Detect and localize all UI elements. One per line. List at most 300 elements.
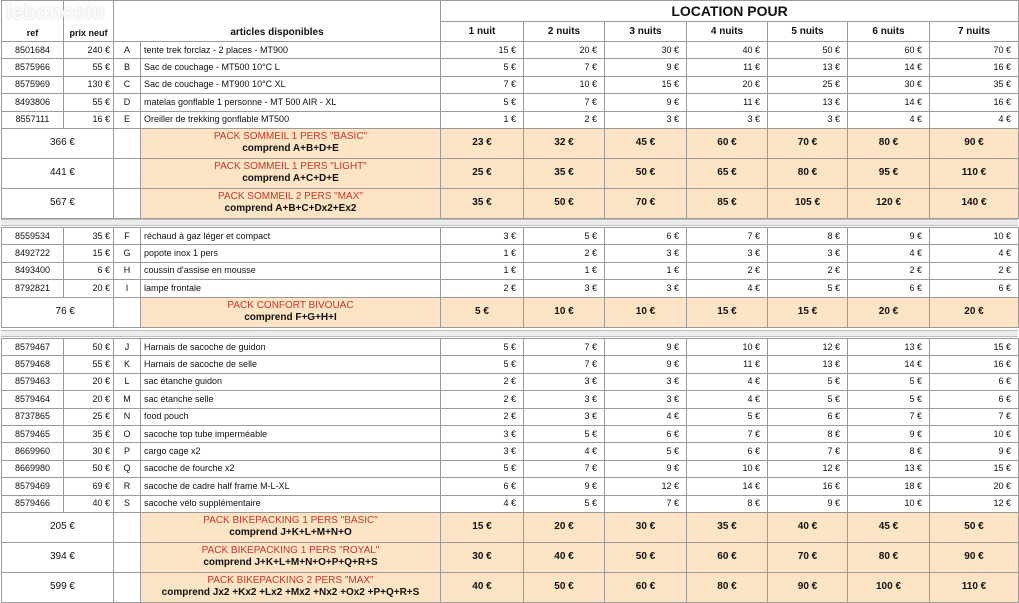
item-letter: H: [114, 262, 141, 279]
item-rate: 3 €: [524, 280, 605, 297]
pack-name: PACK CONFORT BIVOUAC: [227, 300, 354, 312]
item-rate: 14 €: [848, 356, 930, 373]
item-rate: 1 €: [441, 262, 524, 279]
pack-letter-cell: [114, 158, 141, 188]
item-ref: 8579463: [2, 373, 64, 390]
pack-label-cell: [141, 297, 441, 327]
pack-rate: 85 €: [687, 188, 768, 218]
pack-letter-cell: [114, 128, 141, 158]
item-rate: 15 €: [930, 339, 1019, 356]
item-rate: 7 €: [687, 228, 768, 245]
item-rate: 10 €: [524, 76, 605, 93]
pack-rate: 60 €: [605, 572, 687, 602]
item-rate: 4 €: [848, 245, 930, 262]
item-rate: 4 €: [930, 245, 1019, 262]
pack-row: [2, 512, 1019, 542]
item-rate: 6 €: [848, 280, 930, 297]
item-rate: 4 €: [605, 408, 687, 425]
pack-price: 366 €: [2, 128, 114, 158]
pack-rate: 35 €: [687, 512, 768, 542]
pack-rate: 45 €: [605, 128, 687, 158]
item-name: popote inox 1 pers: [141, 245, 441, 262]
item-name: réchaud à gaz léger et compact: [141, 228, 441, 245]
pack-rate: 90 €: [768, 572, 848, 602]
item-new-price: 55 €: [64, 94, 114, 111]
item-rate: 30 €: [605, 42, 687, 59]
item-rate: 8 €: [768, 228, 848, 245]
item-rate: 13 €: [848, 339, 930, 356]
item-letter: D: [114, 94, 141, 111]
item-rate: 8 €: [687, 495, 768, 512]
item-rate: 7 €: [524, 460, 605, 477]
item-rate: 13 €: [768, 94, 848, 111]
item-ref: 8579468: [2, 356, 64, 373]
table-row: [2, 228, 1019, 245]
pack-rate: 40 €: [441, 572, 524, 602]
item-rate: 60 €: [848, 42, 930, 59]
item-rate: 9 €: [848, 228, 930, 245]
item-rate: 18 €: [848, 478, 930, 495]
item-ref: 8493806: [2, 94, 64, 111]
item-rate: 30 €: [848, 76, 930, 93]
item-rate: 15 €: [930, 460, 1019, 477]
pack-rate: 40 €: [524, 542, 605, 572]
pack-rate: 30 €: [605, 512, 687, 542]
item-rate: 3 €: [687, 245, 768, 262]
item-name: sacoche top tube imperméable: [141, 425, 441, 442]
item-rate: 5 €: [687, 408, 768, 425]
item-new-price: 25 €: [64, 408, 114, 425]
pack-name: PACK SOMMEIL 1 PERS "BASIC": [213, 131, 368, 143]
item-rate: 5 €: [441, 356, 524, 373]
header-ref: ref: [2, 1, 64, 42]
item-letter: M: [114, 391, 141, 408]
item-ref: 8557111: [2, 111, 64, 128]
item-rate: 9 €: [768, 495, 848, 512]
pack-rate: 35 €: [524, 158, 605, 188]
item-new-price: 130 €: [64, 76, 114, 93]
item-rate: 70 €: [930, 42, 1019, 59]
item-rate: 3 €: [605, 245, 687, 262]
pack-rate: 50 €: [605, 158, 687, 188]
item-letter: C: [114, 76, 141, 93]
item-rate: 14 €: [848, 59, 930, 76]
item-rate: 7 €: [524, 94, 605, 111]
pack-rate: 105 €: [768, 188, 848, 218]
item-ref: 8501684: [2, 42, 64, 59]
item-rate: 5 €: [768, 391, 848, 408]
item-rate: 5 €: [441, 94, 524, 111]
table-row: [2, 391, 1019, 408]
item-rate: 6 €: [930, 280, 1019, 297]
item-name: Harnais de sacoche de guidon: [141, 339, 441, 356]
pack-label-cell: [141, 512, 441, 542]
section-separator: [1, 330, 1018, 337]
item-rate: 12 €: [768, 460, 848, 477]
item-rate: 16 €: [930, 356, 1019, 373]
pack-rate: 20 €: [524, 512, 605, 542]
item-letter: F: [114, 228, 141, 245]
pack-price: 76 €: [2, 297, 114, 327]
item-rate: 5 €: [524, 495, 605, 512]
item-ref: 8493400: [2, 262, 64, 279]
item-rate: 2 €: [768, 262, 848, 279]
item-new-price: 30 €: [64, 443, 114, 460]
watermark-logo: leboncoin: [6, 2, 105, 24]
pack-contents: comprend Jx2 +Kx2 +Lx2 +Mx2 +Nx2 +Ox2 +P+Q+R+S: [161, 587, 420, 599]
section-sleep-table: [1, 41, 1019, 219]
item-name: Sac de couchage - MT900 10°C XL: [141, 76, 441, 93]
pack-name: PACK BIKEPACKING 1 PERS "BASIC": [203, 515, 378, 527]
item-new-price: 50 €: [64, 339, 114, 356]
pack-price: 567 €: [2, 188, 114, 218]
pack-rate: 70 €: [768, 128, 848, 158]
item-rate: 2 €: [524, 245, 605, 262]
item-rate: 9 €: [605, 59, 687, 76]
table-row: [2, 339, 1019, 356]
item-letter: G: [114, 245, 141, 262]
pack-price: 441 €: [2, 158, 114, 188]
item-new-price: 20 €: [64, 280, 114, 297]
pack-rate: 80 €: [768, 158, 848, 188]
pack-row: [2, 297, 1019, 327]
item-rate: 6 €: [930, 373, 1019, 390]
item-rate: 2 €: [441, 373, 524, 390]
item-new-price: 55 €: [64, 59, 114, 76]
item-rate: 2 €: [524, 111, 605, 128]
item-ref: 8575966: [2, 59, 64, 76]
item-name: matelas gonflable 1 personne - MT 500 AIR - XL: [141, 94, 441, 111]
item-rate: 10 €: [848, 495, 930, 512]
item-rate: 2 €: [441, 391, 524, 408]
item-ref: 8579465: [2, 425, 64, 442]
header-nights-2: 2 nuits: [524, 22, 605, 42]
item-letter: A: [114, 42, 141, 59]
pack-rate: 90 €: [930, 128, 1019, 158]
item-new-price: 55 €: [64, 356, 114, 373]
table-row: [2, 425, 1019, 442]
item-rate: 20 €: [524, 42, 605, 59]
item-letter: P: [114, 443, 141, 460]
item-new-price: 69 €: [64, 478, 114, 495]
item-rate: 2 €: [441, 280, 524, 297]
table-row: [2, 460, 1019, 477]
item-rate: 13 €: [848, 460, 930, 477]
pack-letter-cell: [114, 512, 141, 542]
pack-row: [2, 542, 1019, 572]
pack-letter-cell: [114, 188, 141, 218]
item-rate: 4 €: [687, 280, 768, 297]
item-rate: 5 €: [524, 425, 605, 442]
pack-rate: 60 €: [687, 128, 768, 158]
item-rate: 3 €: [524, 373, 605, 390]
pack-rate: 50 €: [524, 572, 605, 602]
pack-rate: 25 €: [441, 158, 524, 188]
item-new-price: 16 €: [64, 111, 114, 128]
header-articles: articles disponibles: [114, 1, 441, 42]
item-rate: 1 €: [605, 262, 687, 279]
item-rate: 3 €: [605, 373, 687, 390]
item-ref: 8559534: [2, 228, 64, 245]
pack-rate: 10 €: [605, 297, 687, 327]
pack-contents: comprend J+K+L+M+N+O: [229, 527, 352, 539]
table-row: [2, 42, 1019, 59]
section-bikepacking-table: [1, 338, 1019, 603]
item-rate: 7 €: [930, 408, 1019, 425]
item-rate: 13 €: [768, 356, 848, 373]
item-ref: 8579466: [2, 495, 64, 512]
item-rate: 6 €: [605, 425, 687, 442]
pack-price: 394 €: [2, 542, 114, 572]
item-new-price: 6 €: [64, 262, 114, 279]
item-rate: 7 €: [524, 356, 605, 373]
table-row: [2, 280, 1019, 297]
item-rate: 10 €: [930, 228, 1019, 245]
item-rate: 5 €: [848, 373, 930, 390]
pack-label-cell: [141, 572, 441, 602]
pack-contents: comprend A+B+D+E: [242, 143, 339, 155]
item-rate: 9 €: [524, 478, 605, 495]
pack-contents: comprend A+C+D+E: [242, 173, 339, 185]
pack-price: 599 €: [2, 572, 114, 602]
pack-rate: 45 €: [848, 512, 930, 542]
item-rate: 7 €: [848, 408, 930, 425]
item-rate: 9 €: [605, 94, 687, 111]
item-rate: 14 €: [848, 94, 930, 111]
pack-row: [2, 128, 1019, 158]
item-letter: K: [114, 356, 141, 373]
item-rate: 6 €: [441, 478, 524, 495]
item-ref: 8669960: [2, 443, 64, 460]
pack-row: [2, 188, 1019, 218]
pack-rate: 80 €: [848, 128, 930, 158]
item-rate: 10 €: [687, 339, 768, 356]
table-row: [2, 373, 1019, 390]
pack-rate: 20 €: [848, 297, 930, 327]
item-name: sacoche de cadre half frame M-L-XL: [141, 478, 441, 495]
pack-rate: 15 €: [768, 297, 848, 327]
item-rate: 12 €: [605, 478, 687, 495]
header-nights-7: 7 nuits: [930, 22, 1019, 42]
header-price: prix neuf: [64, 1, 114, 42]
item-name: Harnais de sacoche de selle: [141, 356, 441, 373]
item-letter: S: [114, 495, 141, 512]
pack-label-cell: [141, 188, 441, 218]
item-rate: 16 €: [930, 94, 1019, 111]
item-rate: 2 €: [848, 262, 930, 279]
item-name: tente trek forclaz - 2 places - MT900: [141, 42, 441, 59]
item-rate: 3 €: [605, 111, 687, 128]
header-nights-4: 4 nuits: [687, 22, 768, 42]
item-letter: I: [114, 280, 141, 297]
pack-label-cell: [141, 542, 441, 572]
item-name: food pouch: [141, 408, 441, 425]
item-ref: 8579467: [2, 339, 64, 356]
pack-rate: 40 €: [768, 512, 848, 542]
pack-letter-cell: [114, 572, 141, 602]
item-rate: 9 €: [848, 425, 930, 442]
item-rate: 7 €: [768, 443, 848, 460]
pack-rate: 110 €: [930, 572, 1019, 602]
header-nights-6: 6 nuits: [848, 22, 930, 42]
item-letter: N: [114, 408, 141, 425]
item-name: cargo cage x2: [141, 443, 441, 460]
item-ref: 8579469: [2, 478, 64, 495]
pack-rate: 30 €: [441, 542, 524, 572]
item-rate: 5 €: [768, 373, 848, 390]
item-rate: 4 €: [930, 111, 1019, 128]
item-rate: 3 €: [605, 391, 687, 408]
table-row: [2, 495, 1019, 512]
item-rate: 11 €: [687, 94, 768, 111]
item-rate: 50 €: [768, 42, 848, 59]
item-rate: 9 €: [605, 460, 687, 477]
pack-rate: 20 €: [930, 297, 1019, 327]
item-letter: L: [114, 373, 141, 390]
item-rate: 10 €: [687, 460, 768, 477]
pack-rate: 50 €: [605, 542, 687, 572]
item-letter: B: [114, 59, 141, 76]
item-rate: 6 €: [605, 228, 687, 245]
table-row: [2, 356, 1019, 373]
item-name: Sac de couchage - MT500 10°C L: [141, 59, 441, 76]
item-letter: J: [114, 339, 141, 356]
item-rate: 6 €: [768, 408, 848, 425]
item-rate: 12 €: [930, 495, 1019, 512]
item-ref: 8792821: [2, 280, 64, 297]
item-rate: 3 €: [441, 443, 524, 460]
item-rate: 10 €: [930, 425, 1019, 442]
item-rate: 11 €: [687, 59, 768, 76]
item-letter: E: [114, 111, 141, 128]
pack-rate: 15 €: [441, 512, 524, 542]
item-rate: 5 €: [441, 59, 524, 76]
pack-name: PACK BIKEPACKING 2 PERS "MAX": [207, 575, 374, 587]
item-rate: 5 €: [848, 391, 930, 408]
pack-rate: 65 €: [687, 158, 768, 188]
pack-rate: 32 €: [524, 128, 605, 158]
pack-rate: 50 €: [930, 512, 1019, 542]
table-row: [2, 443, 1019, 460]
pack-rate: 10 €: [524, 297, 605, 327]
pack-row: [2, 572, 1019, 602]
item-rate: 8 €: [848, 443, 930, 460]
pack-rate: 50 €: [524, 188, 605, 218]
location-title: LOCATION POUR: [441, 1, 1019, 22]
item-new-price: 240 €: [64, 42, 114, 59]
table-row: [2, 59, 1019, 76]
pack-rate: 110 €: [930, 158, 1019, 188]
table-row: [2, 262, 1019, 279]
item-rate: 6 €: [930, 391, 1019, 408]
item-name: sac étanche guidon: [141, 373, 441, 390]
item-rate: 3 €: [441, 228, 524, 245]
pack-contents: comprend J+K+L+M+N+O+P+Q+R+S: [203, 557, 378, 569]
item-rate: 5 €: [605, 443, 687, 460]
item-rate: 4 €: [687, 391, 768, 408]
table-row: [2, 478, 1019, 495]
item-name: sac étanche selle: [141, 391, 441, 408]
pack-rate: 5 €: [441, 297, 524, 327]
item-name: sacoche vélo supplémentaire: [141, 495, 441, 512]
item-rate: 15 €: [605, 76, 687, 93]
item-rate: 3 €: [605, 280, 687, 297]
item-name: coussin d'assise en mousse: [141, 262, 441, 279]
item-rate: 20 €: [930, 478, 1019, 495]
item-rate: 11 €: [687, 356, 768, 373]
table-row: [2, 245, 1019, 262]
item-ref: 8575969: [2, 76, 64, 93]
item-rate: 5 €: [524, 228, 605, 245]
item-rate: 40 €: [687, 42, 768, 59]
pack-rate: 90 €: [930, 542, 1019, 572]
pack-rate: 80 €: [687, 572, 768, 602]
item-new-price: 40 €: [64, 495, 114, 512]
item-rate: 4 €: [524, 443, 605, 460]
item-ref: 8492722: [2, 245, 64, 262]
item-rate: 7 €: [441, 76, 524, 93]
item-rate: 1 €: [441, 245, 524, 262]
item-rate: 7 €: [605, 495, 687, 512]
item-name: lampe frontale: [141, 280, 441, 297]
item-rate: 9 €: [605, 339, 687, 356]
pack-contents: comprend F+G+H+I: [244, 312, 337, 324]
pack-letter-cell: [114, 297, 141, 327]
item-letter: R: [114, 478, 141, 495]
item-rate: 3 €: [768, 111, 848, 128]
table-row: [2, 111, 1019, 128]
item-rate: 1 €: [441, 111, 524, 128]
pack-rate: 100 €: [848, 572, 930, 602]
item-rate: 2 €: [687, 262, 768, 279]
item-rate: 3 €: [524, 408, 605, 425]
item-new-price: 20 €: [64, 391, 114, 408]
item-rate: 7 €: [687, 425, 768, 442]
pack-rate: 140 €: [930, 188, 1019, 218]
item-rate: 15 €: [441, 42, 524, 59]
item-rate: 13 €: [768, 59, 848, 76]
table-row: [2, 76, 1019, 93]
item-rate: 9 €: [930, 443, 1019, 460]
item-ref: 8669980: [2, 460, 64, 477]
table-row: [2, 408, 1019, 425]
item-name: Oreiller de trekking gonflable MT500: [141, 111, 441, 128]
item-rate: 35 €: [930, 76, 1019, 93]
item-new-price: 15 €: [64, 245, 114, 262]
item-rate: 5 €: [441, 339, 524, 356]
item-rate: 3 €: [768, 245, 848, 262]
item-rate: 4 €: [687, 373, 768, 390]
item-rate: 8 €: [768, 425, 848, 442]
header-nights-1: 1 nuit: [441, 22, 524, 42]
item-rate: 16 €: [930, 59, 1019, 76]
pack-row: [2, 158, 1019, 188]
pack-rate: 80 €: [848, 542, 930, 572]
item-new-price: 20 €: [64, 373, 114, 390]
section-comfort-table: [1, 227, 1019, 328]
pack-rate: 23 €: [441, 128, 524, 158]
item-rate: 1 €: [524, 262, 605, 279]
pack-label-cell: [141, 128, 441, 158]
item-rate: 14 €: [687, 478, 768, 495]
item-rate: 5 €: [768, 280, 848, 297]
pack-price: 205 €: [2, 512, 114, 542]
pack-rate: 60 €: [687, 542, 768, 572]
item-letter: O: [114, 425, 141, 442]
pack-name: PACK SOMMEIL 2 PERS "MAX": [218, 191, 363, 203]
pack-rate: 70 €: [768, 542, 848, 572]
item-ref: 8579464: [2, 391, 64, 408]
